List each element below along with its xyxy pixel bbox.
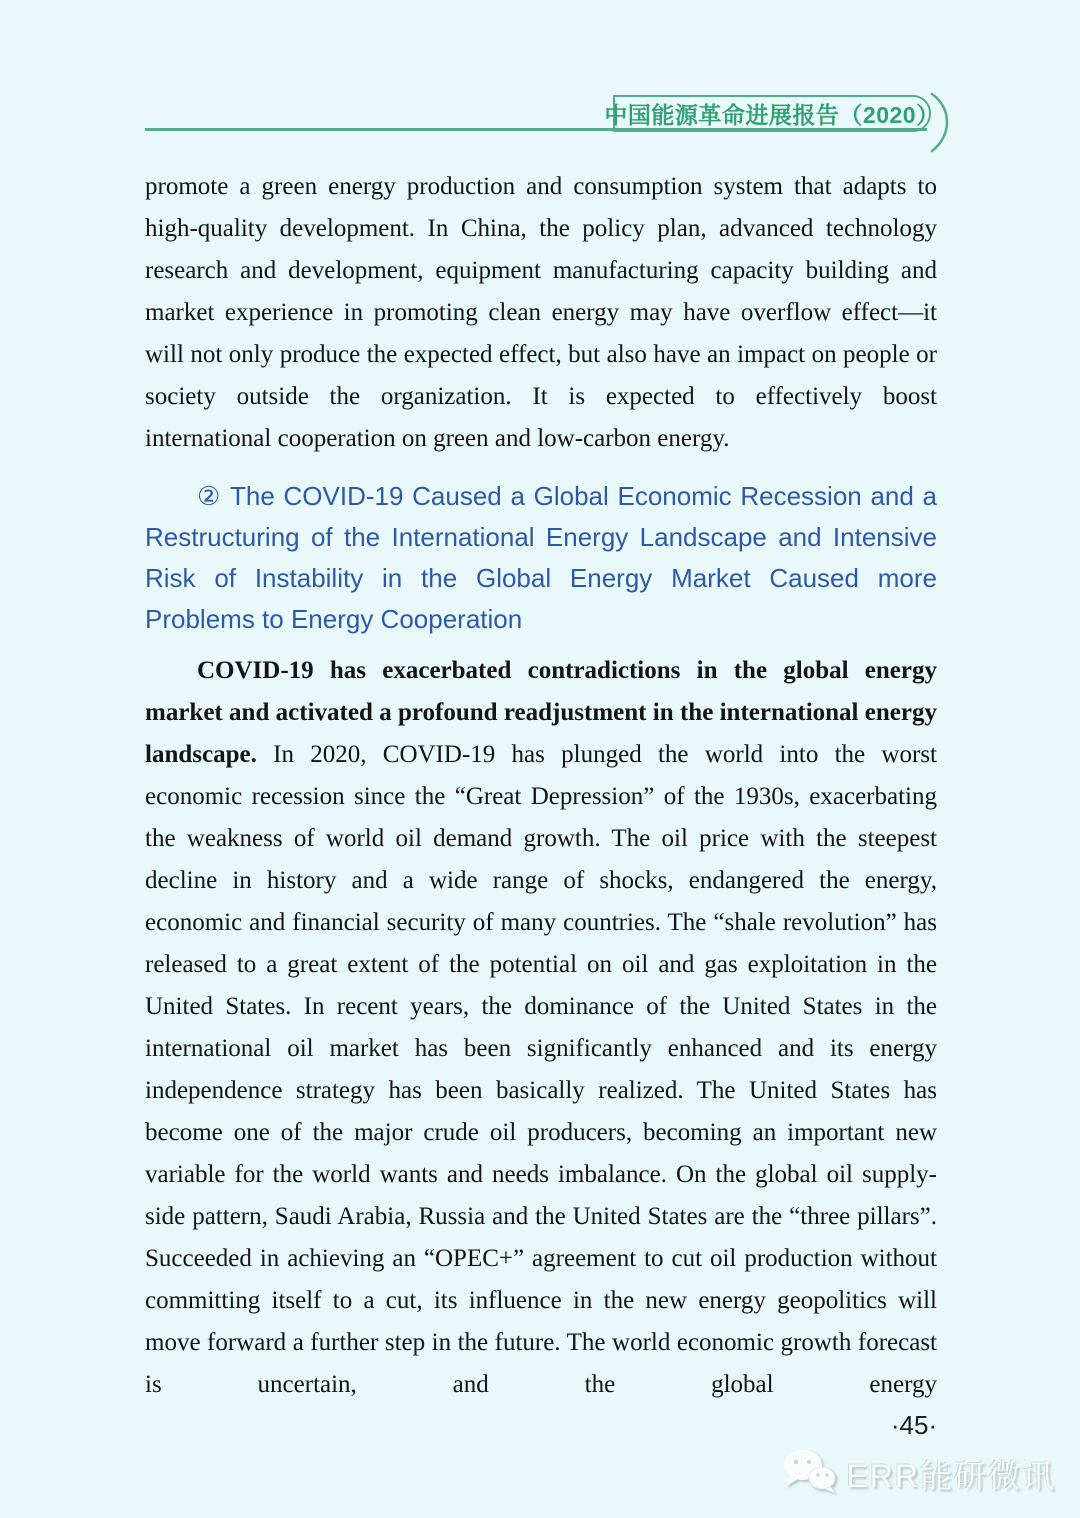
watermark-text: ERR能研微讯 — [846, 1457, 1056, 1494]
paragraph-continued: promote a green energy production and consumption system that adapts to high-quality development. In China, the policy plan, advanced technology research and development, equipment manufacturing capacity building and market experience in promoting clean energy may have overflow effect—it will not only produce the expected effect, but also have an impact on people or society outside the organization. It is expected to effectively boost international cooperation on green and low-carbon energy. — [145, 173, 937, 452]
paragraph-covid-rest: In 2020, COVID-19 has plunged the world into the worst economic recession since the “Great Depression” of the 1930s, exacerbating the weakness of world oil demand growth. The oil price with the steepest decline in history and a wide range of shocks, endangered the energy, economic and financial security of many countries. The “shale revolution” has released to a great extent of the potential on oil and gas exploitation in the United States. In recent years, the dominance of the United States in the international oil market has been significantly enhanced and its energy independence strategy has been basically realized. The United States has become one of the major crude oil producers, becoming an important new variable for the world wants and needs imbalance. On the global oil supply-side pattern, Saudi Arabia, Russia and the United States are the “three pillars”. Succeeded in achieving an “OPEC+” agreement to cut oil production without committing itself to a cut, its influence in the new energy geopolitics will move forward a further step in the future. The world economic growth forecast is uncertain, and the global energy — [145, 741, 937, 1398]
header-title: 中国能源革命进展报告（2020） — [604, 102, 940, 128]
section-heading: ② The COVID-19 Caused a Global Economic Recession and a Restructuring of the International Energy Landscape and Intensive Risk of Instability in the Global Energy Market Caused more Problems to Energy Cooperation — [145, 481, 937, 634]
page-body — [145, 166, 937, 1406]
paragraph-covid-lead: COVID-19 has exacerbated contradictions in the global energy market and activated a profound readjustment in the international energy landscape. — [145, 657, 937, 768]
header-title-box — [604, 95, 940, 132]
watermark — [782, 1448, 1056, 1499]
header-arc-decoration — [930, 92, 958, 159]
paragraph-covid — [145, 650, 937, 1406]
wechat-icon — [782, 1448, 838, 1499]
page-number: ·45· — [890, 1410, 938, 1440]
